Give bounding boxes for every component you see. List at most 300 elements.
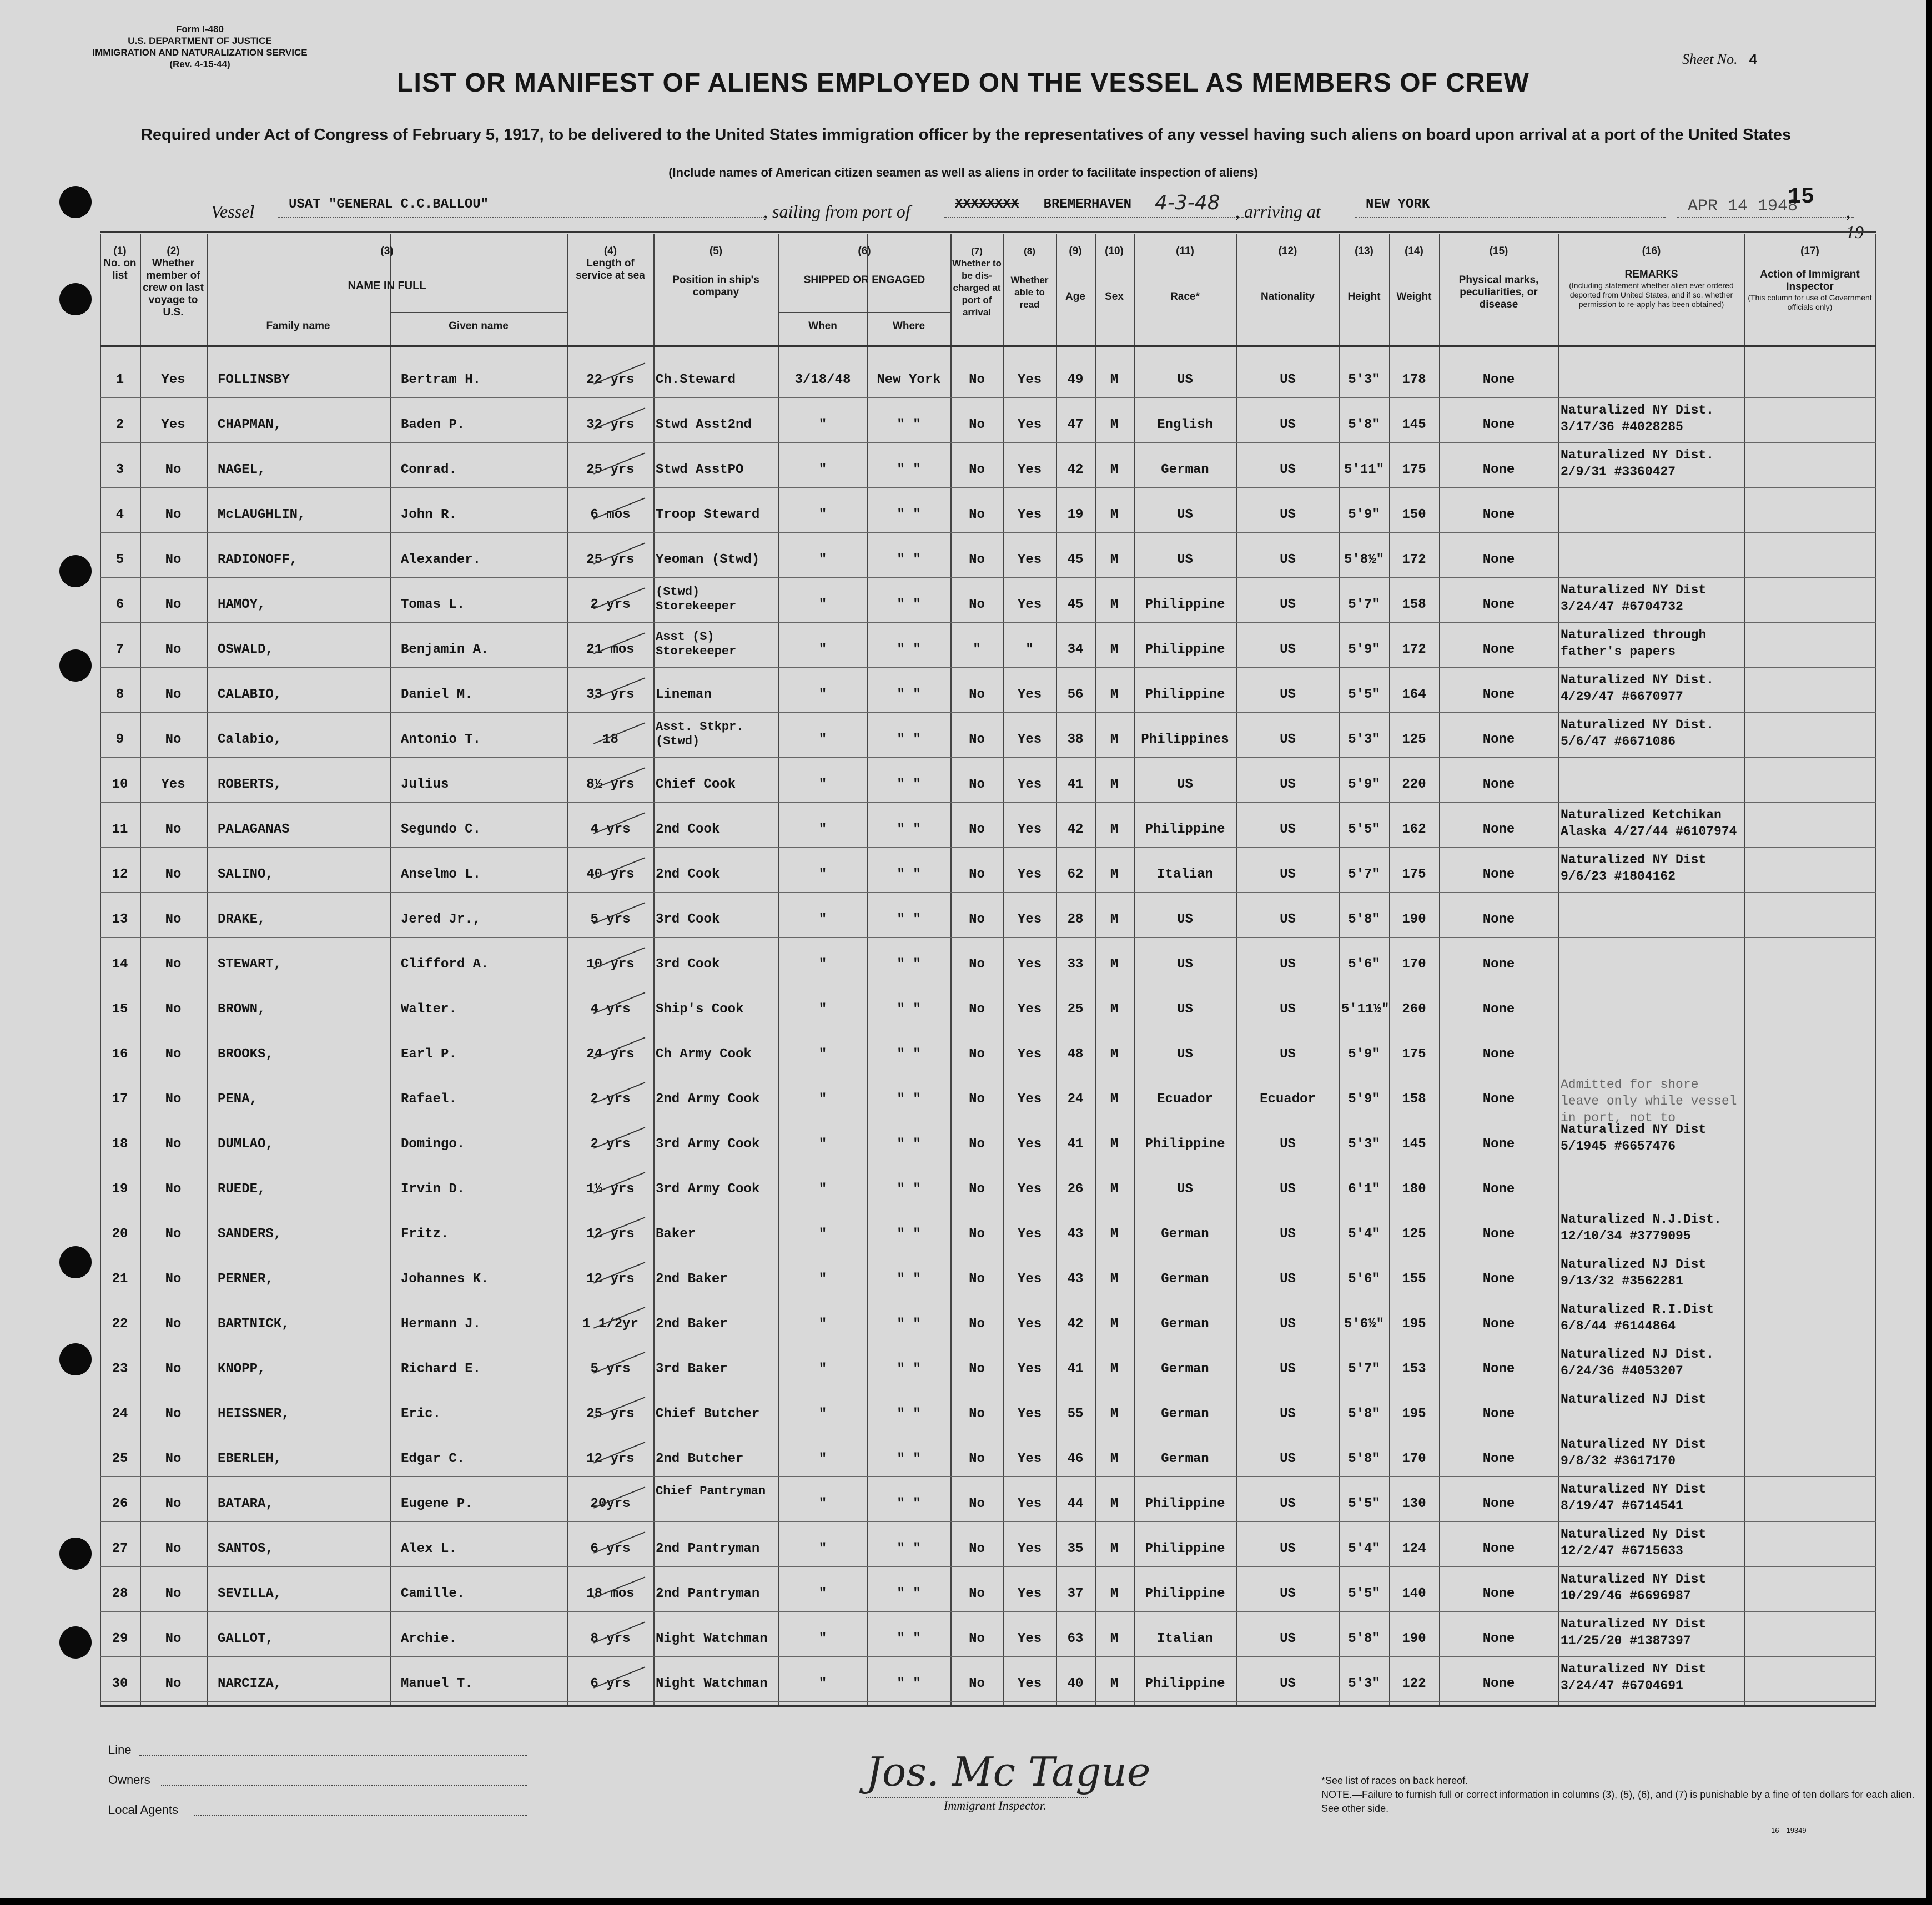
cell-no: 19 bbox=[112, 1182, 128, 1197]
cell-nat: US bbox=[1280, 552, 1296, 567]
cell-read: Yes bbox=[1017, 1496, 1042, 1511]
cell-service: 25 yrs bbox=[586, 552, 635, 567]
cell-no: 22 bbox=[112, 1317, 128, 1332]
cell-prev: No bbox=[165, 1137, 182, 1152]
cell-family: CALABIO, bbox=[218, 687, 282, 702]
cell-position: 2nd Cook bbox=[656, 822, 720, 837]
cell-age: 37 bbox=[1067, 1586, 1084, 1601]
cell-position: Asst (S) Storekeeper bbox=[656, 630, 737, 658]
cell-disch: " bbox=[973, 642, 981, 657]
cell-age: 38 bbox=[1067, 732, 1084, 747]
cell-read: Yes bbox=[1017, 1272, 1042, 1287]
cell-read: Yes bbox=[1017, 1227, 1042, 1242]
cell-remarks: Naturalized Ny Dist 12/2/47 #6715633 bbox=[1561, 1527, 1707, 1558]
cell-prev: No bbox=[165, 1496, 182, 1511]
cell-position: Night Watchman bbox=[656, 1676, 768, 1691]
cell-nat: US bbox=[1280, 957, 1296, 972]
cell-position: Stwd Asst2nd bbox=[656, 417, 752, 432]
cell-marks: None bbox=[1482, 1676, 1515, 1691]
sailing-label: , sailing from port of bbox=[763, 201, 910, 221]
cell-marks: None bbox=[1482, 732, 1515, 747]
cell-disch: No bbox=[969, 372, 985, 387]
cell-age: 24 bbox=[1067, 1092, 1084, 1107]
cell-nat: US bbox=[1280, 732, 1296, 747]
col-rule bbox=[1003, 234, 1004, 1705]
cell-service: 2 yrs bbox=[590, 1092, 631, 1107]
cell-age: 55 bbox=[1067, 1407, 1084, 1422]
cell-read: Yes bbox=[1017, 912, 1042, 927]
cell-family: NARCIZA, bbox=[218, 1676, 282, 1691]
cell-read: Yes bbox=[1017, 1182, 1042, 1197]
cell-given: Baden P. bbox=[401, 417, 465, 432]
cell-service: 5 yrs bbox=[590, 912, 631, 927]
cell-read: Yes bbox=[1017, 372, 1042, 387]
cell-family: HEISSNER, bbox=[218, 1407, 290, 1422]
cell-no: 20 bbox=[112, 1227, 128, 1242]
cell-age: 40 bbox=[1067, 1676, 1084, 1691]
cell-height: 5'5" bbox=[1348, 1496, 1380, 1511]
punch-hole bbox=[59, 1343, 92, 1375]
col-rule bbox=[1095, 234, 1096, 1705]
races-note: *See list of races on back hereof. bbox=[1321, 1775, 1468, 1786]
cell-remarks: Naturalized NY Dist 5/1945 #6657476 bbox=[1561, 1122, 1707, 1153]
cell-nat: US bbox=[1280, 1586, 1296, 1601]
col-rule bbox=[1389, 234, 1390, 1705]
cell-family: OSWALD, bbox=[218, 642, 274, 657]
cell-sex: M bbox=[1110, 462, 1119, 477]
cell-no: 10 bbox=[112, 777, 128, 792]
cell-no: 30 bbox=[112, 1676, 128, 1691]
cell-remarks: Naturalized NJ Dist bbox=[1561, 1392, 1707, 1407]
cell-no: 13 bbox=[112, 912, 128, 927]
cell-height: 5'8" bbox=[1348, 417, 1380, 432]
cell-position: 2nd Baker bbox=[656, 1272, 728, 1287]
cell-age: 42 bbox=[1067, 462, 1084, 477]
cell-height: 5'7" bbox=[1348, 1362, 1380, 1377]
cell-marks: None bbox=[1482, 1631, 1515, 1646]
cell-weight: 190 bbox=[1402, 912, 1426, 927]
cell-where: " " bbox=[897, 957, 921, 972]
cell-read: Yes bbox=[1017, 462, 1042, 477]
cell-disch: No bbox=[969, 1407, 985, 1422]
cell-weight: 140 bbox=[1402, 1586, 1426, 1601]
cell-nat: US bbox=[1280, 687, 1296, 702]
cell-race: US bbox=[1177, 1002, 1193, 1017]
cell-weight: 130 bbox=[1402, 1496, 1426, 1511]
cell-position: 3rd Army Cook bbox=[656, 1137, 760, 1152]
cell-when: " bbox=[818, 1227, 827, 1242]
cell-race: German bbox=[1161, 1317, 1209, 1332]
cell-race: US bbox=[1177, 777, 1193, 792]
cell-where: " " bbox=[897, 1586, 921, 1601]
cell-where: " " bbox=[897, 822, 921, 837]
cell-where: " " bbox=[897, 1631, 921, 1646]
cell-service: 20yrs bbox=[590, 1496, 631, 1511]
cell-sex: M bbox=[1110, 1407, 1119, 1422]
col-rule bbox=[1056, 234, 1057, 1705]
cell-race: Philippine bbox=[1145, 597, 1225, 612]
cell-age: 34 bbox=[1067, 642, 1084, 657]
cell-height: 5'8" bbox=[1348, 1407, 1380, 1422]
cell-remarks: Naturalized NY Dist 11/25/20 #1387397 bbox=[1561, 1617, 1707, 1648]
cell-where: " " bbox=[897, 1317, 921, 1332]
cell-age: 41 bbox=[1067, 1362, 1084, 1377]
col-rule bbox=[950, 234, 952, 1705]
cell-no: 24 bbox=[112, 1407, 128, 1422]
cell-where: " " bbox=[897, 1137, 921, 1152]
cell-position: (Stwd) Storekeeper bbox=[656, 585, 737, 613]
cell-race: US bbox=[1177, 552, 1193, 567]
cell-family: ROBERTS, bbox=[218, 777, 282, 792]
cell-position: Ch.Steward bbox=[656, 372, 736, 387]
cell-no: 6 bbox=[115, 597, 124, 612]
cell-race: German bbox=[1161, 1227, 1209, 1242]
cell-service: 32 yrs bbox=[586, 417, 635, 432]
cell-position: Troop Steward bbox=[656, 507, 760, 522]
cell-disch: No bbox=[969, 1631, 985, 1646]
cell-sex: M bbox=[1110, 912, 1119, 927]
row-rule bbox=[100, 532, 1876, 533]
cell-no: 7 bbox=[115, 642, 124, 657]
cell-when: " bbox=[818, 1496, 827, 1511]
cell-marks: None bbox=[1482, 552, 1515, 567]
cell-weight: 145 bbox=[1402, 1137, 1426, 1152]
cell-no: 14 bbox=[112, 957, 128, 972]
cell-race: Philippine bbox=[1145, 687, 1225, 702]
cell-service: 18 mos bbox=[586, 1586, 635, 1601]
table-top-rule bbox=[100, 231, 1876, 233]
col9-header: (9) Age bbox=[1065, 245, 1085, 303]
cell-height: 5'6" bbox=[1348, 1272, 1380, 1287]
cell-where: " " bbox=[897, 597, 921, 612]
cell-race: Italian bbox=[1157, 1631, 1213, 1646]
row-rule bbox=[100, 577, 1876, 578]
cell-race: English bbox=[1157, 417, 1213, 432]
cell-when: " bbox=[818, 822, 827, 837]
cell-when: " bbox=[818, 957, 827, 972]
cell-given: Archie. bbox=[401, 1631, 457, 1646]
col-rule bbox=[1439, 234, 1440, 1705]
cell-read: Yes bbox=[1017, 1631, 1042, 1646]
cell-position: 2nd Cook bbox=[656, 867, 720, 882]
col4-header: (4) Length of service at sea bbox=[576, 245, 645, 281]
cell-sex: M bbox=[1110, 957, 1119, 972]
cell-prev: No bbox=[165, 597, 182, 612]
cell-race: Ecuador bbox=[1157, 1092, 1213, 1107]
cell-sex: M bbox=[1110, 777, 1119, 792]
cell-age: 42 bbox=[1067, 822, 1084, 837]
given-name-header: Given name bbox=[449, 320, 509, 332]
cell-where: " " bbox=[897, 1002, 921, 1017]
revision: (Rev. 4-15-44) bbox=[169, 59, 230, 69]
date-stamp: APR 14 1948 bbox=[1677, 197, 1854, 218]
cell-race: German bbox=[1161, 462, 1209, 477]
cell-family: Calabio, bbox=[218, 732, 282, 747]
cell-race: US bbox=[1177, 912, 1193, 927]
cell-when: " bbox=[818, 1586, 827, 1601]
cell-family: BARTNICK, bbox=[218, 1317, 290, 1332]
cell-height: 5'11½" bbox=[1341, 1002, 1390, 1017]
cell-nat: Ecuador bbox=[1260, 1092, 1316, 1107]
cell-read: Yes bbox=[1017, 507, 1042, 522]
cell-when: " bbox=[818, 597, 827, 612]
cell-family: BROWN, bbox=[218, 1002, 266, 1017]
row-rule bbox=[100, 937, 1876, 938]
cell-weight: 122 bbox=[1402, 1676, 1426, 1691]
cell-disch: No bbox=[969, 1586, 985, 1601]
cell-age: 47 bbox=[1067, 417, 1084, 432]
cell-read: Yes bbox=[1017, 957, 1042, 972]
cell-given: Bertram H. bbox=[401, 372, 481, 387]
cell-when: " bbox=[818, 1541, 827, 1556]
row-rule bbox=[100, 847, 1876, 848]
cell-where: " " bbox=[897, 1272, 921, 1287]
col-rule bbox=[100, 234, 101, 1705]
cell-age: 46 bbox=[1067, 1452, 1084, 1466]
cell-disch: No bbox=[969, 1676, 985, 1691]
cell-service: 1 1/2yr bbox=[582, 1317, 638, 1332]
cell-sex: M bbox=[1110, 1227, 1119, 1242]
cell-family: CHAPMAN, bbox=[218, 417, 282, 432]
cell-service: 6 mos bbox=[590, 507, 631, 522]
punch-hole bbox=[59, 555, 92, 587]
cell-when: " bbox=[818, 732, 827, 747]
cell-sex: M bbox=[1110, 1002, 1119, 1017]
cell-when: " bbox=[818, 867, 827, 882]
cell-read: Yes bbox=[1017, 867, 1042, 882]
cell-given: Manuel T. bbox=[401, 1676, 473, 1691]
port-from: BREMERHAVEN bbox=[1043, 197, 1132, 212]
cell-disch: No bbox=[969, 597, 985, 612]
cell-marks: None bbox=[1482, 1272, 1515, 1287]
vessel-name: USAT "GENERAL C.C.BALLOU" bbox=[278, 197, 766, 218]
cell-family: PERNER, bbox=[218, 1272, 274, 1287]
cell-where: " " bbox=[897, 912, 921, 927]
cell-prev: No bbox=[165, 642, 182, 657]
cell-weight: 170 bbox=[1402, 957, 1426, 972]
cell-service: 4 yrs bbox=[590, 822, 631, 837]
cell-prev: No bbox=[165, 1362, 182, 1377]
col-rule bbox=[778, 234, 779, 1705]
cell-race: German bbox=[1161, 1362, 1209, 1377]
cell-marks: None bbox=[1482, 1047, 1515, 1062]
cell-marks: None bbox=[1482, 1137, 1515, 1152]
cell-sex: M bbox=[1110, 1092, 1119, 1107]
cell-nat: US bbox=[1280, 1047, 1296, 1062]
cell-where: " " bbox=[897, 462, 921, 477]
col-rule bbox=[653, 234, 655, 1705]
cell-service: 21 mos bbox=[586, 642, 635, 657]
cell-prev: No bbox=[165, 1541, 182, 1556]
cell-race: US bbox=[1177, 507, 1193, 522]
cell-disch: No bbox=[969, 417, 985, 432]
cell-nat: US bbox=[1280, 372, 1296, 387]
cell-weight: 155 bbox=[1402, 1272, 1426, 1287]
cell-no: 3 bbox=[115, 462, 124, 477]
cell-nat: US bbox=[1280, 1272, 1296, 1287]
col17-header: (17) Action of Immigrant Inspector (This column for use of Government officials only) bbox=[1748, 245, 1872, 311]
page-number: 15 bbox=[1788, 185, 1815, 210]
cell-family: SANTOS, bbox=[218, 1541, 274, 1556]
arriving-label: , arriving at bbox=[1235, 201, 1321, 221]
cell-prev: No bbox=[165, 1272, 182, 1287]
cell-nat: US bbox=[1280, 822, 1296, 837]
cell-age: 44 bbox=[1067, 1496, 1084, 1511]
cell-prev: No bbox=[165, 687, 182, 702]
col-rule bbox=[1339, 234, 1340, 1705]
cell-prev: No bbox=[165, 1182, 182, 1197]
form-code: 16—19349 bbox=[1771, 1826, 1807, 1835]
cell-sex: M bbox=[1110, 1047, 1119, 1062]
cell-disch: No bbox=[969, 1317, 985, 1332]
row-rule bbox=[100, 757, 1876, 758]
cell-when: " bbox=[818, 912, 827, 927]
row-rule bbox=[100, 1566, 1876, 1567]
cell-disch: No bbox=[969, 957, 985, 972]
row-rule bbox=[100, 487, 1876, 488]
cell-when: " bbox=[818, 1182, 827, 1197]
row-rule bbox=[100, 1521, 1876, 1522]
cell-when: " bbox=[818, 1407, 827, 1422]
cell-height: 5'9" bbox=[1348, 507, 1380, 522]
cell-marks: None bbox=[1482, 1362, 1515, 1377]
cell-disch: No bbox=[969, 1496, 985, 1511]
cell-service: 2 yrs bbox=[590, 597, 631, 612]
sheet-label: Sheet No. bbox=[1682, 51, 1738, 67]
cell-prev: Yes bbox=[161, 777, 185, 792]
cell-height: 5'11" bbox=[1344, 462, 1384, 477]
cell-where: " " bbox=[897, 1362, 921, 1377]
cell-remarks: Naturalized through father's papers bbox=[1561, 628, 1707, 659]
cell-given: Fritz. bbox=[401, 1227, 449, 1242]
cell-remarks: Naturalized NY Dist. 5/6/47 #6671086 bbox=[1561, 718, 1714, 749]
cell-given: Edgar C. bbox=[401, 1452, 465, 1466]
cell-weight: 195 bbox=[1402, 1317, 1426, 1332]
cell-no: 18 bbox=[112, 1137, 128, 1152]
cell-service: 2 yrs bbox=[590, 1137, 631, 1152]
col12-header: (12) Nationality bbox=[1260, 245, 1315, 303]
line-label: Line bbox=[108, 1743, 132, 1757]
cell-height: 5'3" bbox=[1348, 1137, 1380, 1152]
cell-service: 6 yrs bbox=[590, 1541, 631, 1556]
cell-position: 3rd Army Cook bbox=[656, 1182, 760, 1197]
cell-height: 5'6½" bbox=[1344, 1317, 1384, 1332]
cell-remarks: Naturalized R.I.Dist 6/8/44 #6144864 bbox=[1561, 1302, 1714, 1333]
cell-given: Conrad. bbox=[401, 462, 457, 477]
cell-prev: No bbox=[165, 1586, 182, 1601]
cell-prev: No bbox=[165, 507, 182, 522]
cell-sex: M bbox=[1110, 597, 1119, 612]
cell-race: US bbox=[1177, 372, 1193, 387]
punch-hole bbox=[59, 1246, 92, 1278]
cell-given: Jered Jr., bbox=[401, 912, 481, 927]
cell-service: 5 yrs bbox=[590, 1362, 631, 1377]
cell-prev: No bbox=[165, 867, 182, 882]
cell-sex: M bbox=[1110, 732, 1119, 747]
cell-when: " bbox=[818, 462, 827, 477]
row-rule bbox=[100, 802, 1876, 803]
cell-nat: US bbox=[1280, 417, 1296, 432]
cell-when: " bbox=[818, 642, 827, 657]
cell-sex: M bbox=[1110, 417, 1119, 432]
cell-service: 8½ yrs bbox=[586, 777, 635, 792]
cell-where: " " bbox=[897, 1496, 921, 1511]
punch-hole bbox=[59, 649, 92, 682]
cell-marks: None bbox=[1482, 597, 1515, 612]
punch-hole bbox=[59, 1538, 92, 1570]
cell-when: " bbox=[818, 1631, 827, 1646]
cell-weight: 150 bbox=[1402, 507, 1426, 522]
cell-sex: M bbox=[1110, 1317, 1119, 1332]
cell-nat: US bbox=[1280, 867, 1296, 882]
inspector-label: Immigrant Inspector. bbox=[944, 1798, 1046, 1812]
cell-service: 6 yrs bbox=[590, 1676, 631, 1691]
cell-where: " " bbox=[897, 1541, 921, 1556]
cell-weight: 162 bbox=[1402, 822, 1426, 837]
cell-family: NAGEL, bbox=[218, 462, 266, 477]
cell-weight: 178 bbox=[1402, 372, 1426, 387]
cell-given: Benjamin A. bbox=[401, 642, 489, 657]
cell-position: 2nd Army Cook bbox=[656, 1092, 760, 1107]
cell-given: Camille. bbox=[401, 1586, 465, 1601]
cell-family: RUEDE, bbox=[218, 1182, 266, 1197]
cell-marks: None bbox=[1482, 417, 1515, 432]
cell-height: 5'5" bbox=[1348, 822, 1380, 837]
cell-no: 21 bbox=[112, 1272, 128, 1287]
cell-service: 12 yrs bbox=[586, 1452, 635, 1466]
cell-height: 5'3" bbox=[1348, 1676, 1380, 1691]
cell-race: Philippine bbox=[1145, 822, 1225, 837]
cell-height: 5'8" bbox=[1348, 912, 1380, 927]
cell-weight: 125 bbox=[1402, 1227, 1426, 1242]
cell-marks: None bbox=[1482, 687, 1515, 702]
cell-when: " bbox=[818, 507, 827, 522]
cell-service: 18 bbox=[602, 732, 618, 747]
cell-age: 19 bbox=[1067, 507, 1084, 522]
footer-notes bbox=[1321, 1774, 1921, 1816]
name-subheader-rule bbox=[390, 312, 567, 313]
cell-height: 5'8" bbox=[1348, 1631, 1380, 1646]
row-rule bbox=[100, 622, 1876, 623]
cell-position: Asst. Stkpr.(Stwd) bbox=[656, 720, 744, 748]
cell-service: 8 yrs bbox=[590, 1631, 631, 1646]
cell-family: PENA, bbox=[218, 1092, 258, 1107]
cell-nat: US bbox=[1280, 1362, 1296, 1377]
family-name-header: Family name bbox=[266, 320, 330, 332]
cell-height: 5'6" bbox=[1348, 957, 1380, 972]
sheet-number: 4 bbox=[1749, 52, 1758, 68]
cell-marks: None bbox=[1482, 1092, 1515, 1107]
cell-read: Yes bbox=[1017, 1047, 1042, 1062]
cell-when: " bbox=[818, 1002, 827, 1017]
cell-when: " bbox=[818, 1362, 827, 1377]
cell-no: 2 bbox=[115, 417, 124, 432]
cell-no: 12 bbox=[112, 867, 128, 882]
cell-prev: Yes bbox=[161, 417, 185, 432]
row-rule bbox=[100, 1476, 1876, 1477]
cell-where: " " bbox=[897, 732, 921, 747]
cell-read: Yes bbox=[1017, 1362, 1042, 1377]
cell-family: PALAGANAS bbox=[218, 822, 290, 837]
cell-disch: No bbox=[969, 552, 985, 567]
owners-label: Owners bbox=[108, 1773, 150, 1787]
cell-where: " " bbox=[897, 1407, 921, 1422]
owners-field bbox=[161, 1784, 527, 1786]
cell-nat: US bbox=[1280, 1407, 1296, 1422]
cell-position: Yeoman (Stwd) bbox=[656, 552, 760, 567]
cell-no: 27 bbox=[112, 1541, 128, 1556]
cell-read: Yes bbox=[1017, 1317, 1042, 1332]
